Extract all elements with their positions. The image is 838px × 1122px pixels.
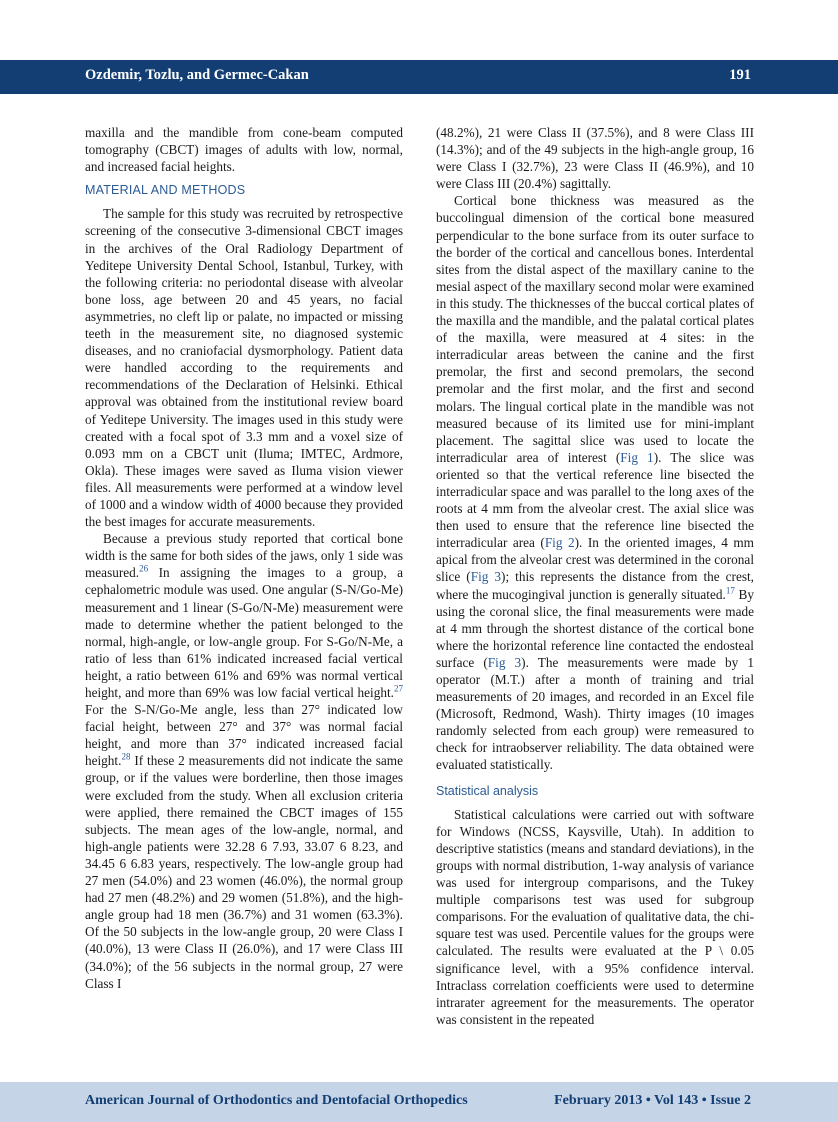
citation-link[interactable]: 17: [725, 585, 735, 596]
figure-link[interactable]: Fig 3: [470, 569, 502, 585]
text-run: ). In the oriented images, 4 mm apical from the alveolar crest was determined in the coronal slice (: [436, 535, 754, 585]
page-number: 191: [729, 67, 751, 83]
figure-link[interactable]: Fig 2: [544, 535, 575, 551]
citation-link[interactable]: 26: [139, 563, 149, 574]
running-footer: [0, 1082, 838, 1122]
text-run: ). The measurements were made by 1 operator (M.T.) after a month of training and trial measurements of 20 images, and recorded in an Excel file (Microsoft, Redmond, Wash). Thirty images (10 images randomly selected from each group) were remeasured to check for intraobserver reliability. The data obtained were evaluated statistically.: [436, 654, 754, 773]
running-header: [0, 60, 838, 94]
left-column: [85, 124, 403, 992]
text-run: In assigning the images to a group, a cephalometric module was used. One angular (S-N/Go-Me) measurement and 1 linear (S-Go/N-Me) measurement were made to determine whether the patient belonged to the normal, high-angle, or low-angle group. For S-Go/N-Me, a ratio of less than 61% indicated increased facial vertical height, a ratio between 61% and 69% was normal vertical height, and more than 69% was low facial vertical height.: [85, 565, 403, 700]
text-run: Because a previous study reported that cortical bone width is the same for both sides of the jaws, only 1 side was measured.: [85, 531, 403, 581]
text-run: For the S-N/Go-Me angle, less than 27° indicated low facial height, between 27° and 37° was normal facial height, and more than 37° indicated increased facial height.: [85, 702, 403, 769]
methods-paragraph-3: [436, 192, 754, 773]
subsection-heading-statistics: Statistical analysis: [436, 783, 539, 798]
top-margin: [0, 0, 838, 60]
footer-issue-info: February 2013 • Vol 143 • Issue 2: [554, 1093, 751, 1108]
footer-journal-title: American Journal of Orthodontics and Dentofacial Orthopedics: [85, 1093, 468, 1108]
citation-link[interactable]: 28: [121, 751, 131, 762]
header-authors: Ozdemir, Tozlu, and Germec-Cakan: [85, 67, 309, 83]
text-run: If these 2 measurements did not indicate the same group, or if the values were borderline, then those images were excluded from the study. When all exclusion criteria were applied, there remained the CBCT images of 155 subjects. The mean ages of the low-angle, normal, and high-angle patients were 32.28 6 7.93, 33.07 6 8.23, and 34.45 6 6.83 years, respectively. The low-angle group had 27 men (54.0%) and 23 women (46.0%), the normal group had 27 men (48.2%) and 29 women (51.8%), and the high-angle group had 18 men (36.7%) and 31 women (63.3%). Of the 50 subjects in the low-angle group, 20 were Class I (40.0%), 13 were Class II (26.0%), and 17 were Class III (34.0%); of the 56 subjects in the normal group, 27 were Class I: [85, 753, 403, 991]
figure-link[interactable]: Fig 1: [620, 449, 654, 465]
continued-paragraph: (48.2%), 21 were Class II (37.5%), and 8 were Class III (14.3%); and of the 49 subjects in the high-angle group, 16 were Class I (32.7%), 23 were Class II (46.9%), and 10 were Class III (20.4%) sagittally.: [436, 125, 754, 192]
text-run: By using the coronal slice, the final measurements were made at 4 mm through the shortest distance of the cortical bone where the horizontal reference line contacted the endosteal surface (: [436, 586, 754, 670]
methods-paragraph-2: [85, 530, 403, 992]
text-run: ); this represents the distance from the crest, where the mucogingival junction is generally situated.: [436, 569, 754, 602]
citation-link[interactable]: 27: [394, 683, 403, 694]
right-column: [436, 124, 754, 1028]
text-run: Cortical bone thickness was measured as the buccolingual dimension of the cortical bone measured perpendicular to the bone surface from its outer surface to the border of the cortical and cancellous bones. Interdental sites from the distal aspect of the maxillary canine to the mesial aspect of the maxillary second molar were examined in this study. The thicknesses of the buccal cortical plates of the maxilla and the mandible, and the palatal cortical plates of the maxilla, were measured at 4 sites: in the interradicular areas between the canine and the first premolar, the first and second premolars, the second premolar and the first molar, and the first and second molars. The lingual cortical plate in the mandible was not measured because of its limited use for mini-implant placement. The sagittal slice was used to locate the interradicular area of interest (: [436, 193, 754, 465]
section-heading-methods: MATERIAL AND METHODS: [85, 183, 246, 198]
statistics-paragraph: Statistical calculations were carried out with software for Windows (NCSS, Kaysville, Utah). In addition to descriptive statistics (means and standard deviations), in the groups with normal distribution, 1-way analysis of variance was used for intergroup comparisons, and the Tukey multiple comparisons test was used for subgroup comparisons. For the evaluation of qualitative data, the chi-square test was used. Percentile values for the groups were calculated. The results were evaluated at the P \ 0.05 significance level, with a 95% confidence interval. Intraclass correlation coefficients were used to determine intrarater agreement for the measurements. The operator was consistent in the repeated: [436, 806, 754, 1027]
figure-link[interactable]: Fig 3: [487, 654, 522, 670]
intro-tail-paragraph: maxilla and the mandible from cone-beam computed tomography (CBCT) images of adults with low, normal, and increased facial heights.: [85, 125, 403, 175]
methods-paragraph-1: The sample for this study was recruited by retrospective screening of the consecutive 3-dimensional CBCT images in the archives of the Oral Radiology Department of Yeditepe University Dental School, Istanbul, Turkey, with the following criteria: no periodontal disease with alveolar bone loss, age between 20 and 45 years, no facial asymmetries, no cleft lip or palate, no impacted or missing teeth in the measurement site, no diagnosed systemic diseases, and no craniofacial dysmorphology. Patient data were handled according to the requirements and recommendations of the Declaration of Helsinki. Ethical approval was obtained from the institutional review board of Yeditepe University. The images used in this study were created with a focal spot of 3.3 mm and a voxel size of 0.093 mm on a CBCT unit (Iluma; IMTEC, Ardmore, Okla). These images were saved as Iluma vision viewer files. All measurements were performed at a window level of 1000 and a window width of 4000 because they provided the best images for accurate measurements.: [85, 206, 403, 530]
text-run: ). The slice was oriented so that the vertical reference line bisected the interradicular space and was parallel to the long axes of the roots at 4 mm from the alveolar crest. The axial slice was then used to ensure that the reference line bisected the interradicular area (: [436, 449, 754, 551]
